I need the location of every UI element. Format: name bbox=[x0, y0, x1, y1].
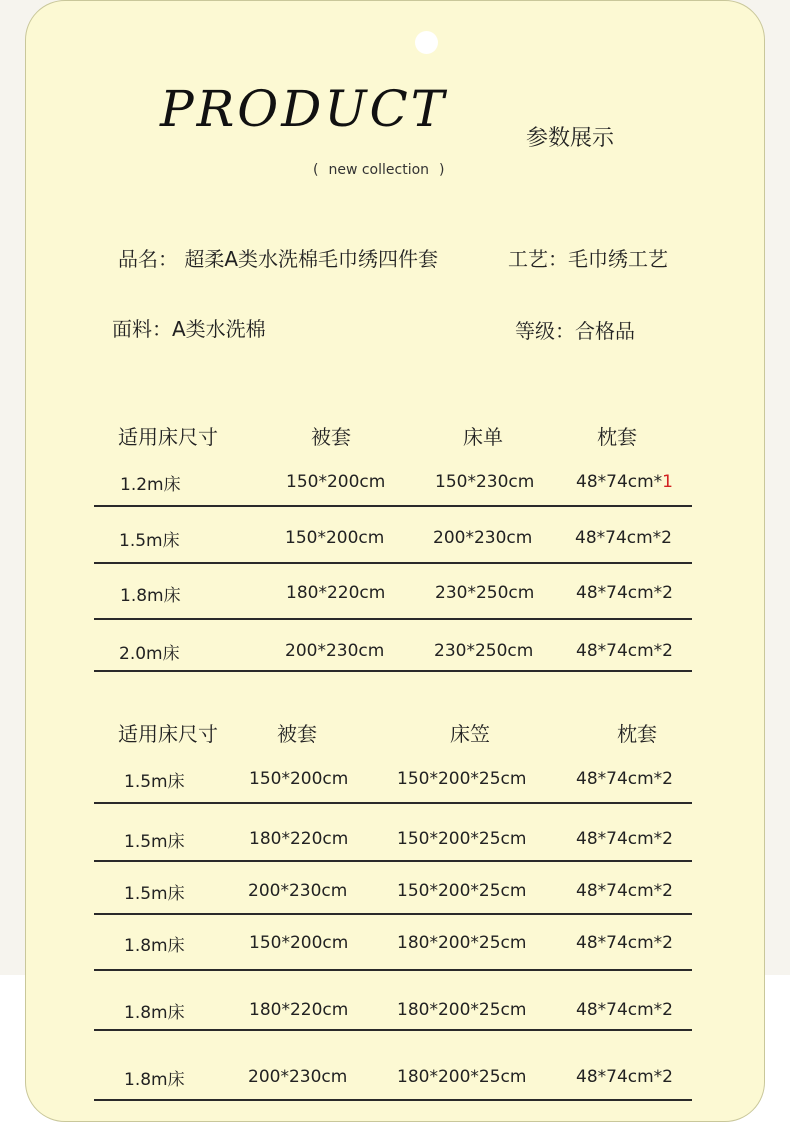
subtitle-open-paren: ( bbox=[313, 162, 319, 178]
subtitle-close-paren: ) bbox=[439, 162, 445, 178]
cell-pillowcase: 48*74cm*2 bbox=[576, 933, 673, 953]
pillowcase-count-highlight: 1 bbox=[662, 472, 673, 492]
section-heading: 参数展示 bbox=[526, 126, 615, 151]
cell-size: 1.8m床 bbox=[120, 586, 181, 606]
row-divider bbox=[94, 562, 692, 564]
cell-duvet: 200*230cm bbox=[285, 641, 385, 661]
cell-duvet: 200*230cm bbox=[248, 881, 348, 901]
cell-size: 1.2m床 bbox=[120, 475, 181, 495]
cell-pillowcase: 48*74cm*2 bbox=[576, 583, 673, 603]
cell-pillowcase: 48*74cm*2 bbox=[576, 829, 673, 849]
cell-fitted-sheet: 180*200*25cm bbox=[397, 1000, 527, 1020]
craft-info: 工艺：毛巾绣工艺 bbox=[508, 247, 668, 271]
table2-header-fitted-sheet: 床笠 bbox=[450, 722, 490, 746]
cell-duvet: 200*230cm bbox=[248, 1067, 348, 1087]
cell-size: 1.8m床 bbox=[124, 936, 185, 956]
cell-fitted-sheet: 180*200*25cm bbox=[397, 933, 527, 953]
cell-size: 1.5m床 bbox=[124, 772, 185, 792]
product-name: 品名： 超柔A类水洗棉毛巾绣四件套 bbox=[118, 247, 439, 271]
cell-size: 1.8m床 bbox=[124, 1070, 185, 1090]
row-divider bbox=[94, 1099, 692, 1101]
tag-hole bbox=[415, 31, 438, 54]
table2-header-pillowcase: 枕套 bbox=[617, 722, 657, 746]
subtitle bbox=[313, 162, 445, 178]
row-divider bbox=[94, 670, 692, 672]
row-divider bbox=[94, 969, 692, 971]
row-divider bbox=[94, 802, 692, 804]
cell-duvet: 180*220cm bbox=[286, 583, 386, 603]
cell-pillowcase: 48*74cm*2 bbox=[575, 528, 672, 548]
row-divider bbox=[94, 618, 692, 620]
cell-pillowcase: 48*74cm*2 bbox=[576, 1067, 673, 1087]
cell-duvet: 180*220cm bbox=[249, 1000, 349, 1020]
cell-size: 1.8m床 bbox=[124, 1003, 185, 1023]
cell-fitted-sheet: 180*200*25cm bbox=[397, 1067, 527, 1087]
cell-sheet: 200*230cm bbox=[433, 528, 533, 548]
fabric-info: 面料：A类水洗棉 bbox=[112, 317, 266, 341]
row-divider bbox=[94, 860, 692, 862]
cell-pillowcase: 48*74cm*2 bbox=[576, 1000, 673, 1020]
cell-pillowcase: 48*74cm*2 bbox=[576, 769, 673, 789]
row-divider bbox=[94, 913, 692, 915]
table2-header-duvet: 被套 bbox=[277, 722, 317, 746]
table2-header-size: 适用床尺寸 bbox=[118, 722, 218, 746]
cell-pillowcase: 48*74cm*2 bbox=[576, 881, 673, 901]
cell-fitted-sheet: 150*200*25cm bbox=[397, 881, 527, 901]
cell-duvet: 180*220cm bbox=[249, 829, 349, 849]
cell-duvet: 150*200cm bbox=[249, 769, 349, 789]
cell-duvet: 150*200cm bbox=[286, 472, 386, 492]
table1-header-sheet: 床单 bbox=[463, 425, 503, 449]
cell-duvet: 150*200cm bbox=[285, 528, 385, 548]
cell-sheet: 150*230cm bbox=[435, 472, 535, 492]
table1-header-pillowcase: 枕套 bbox=[597, 425, 637, 449]
cell-fitted-sheet: 150*200*25cm bbox=[397, 769, 527, 789]
grade-info: 等级：合格品 bbox=[515, 319, 635, 343]
cell-size: 1.5m床 bbox=[119, 531, 180, 551]
cell-sheet: 230*250cm bbox=[434, 641, 534, 661]
cell-pillowcase: 48*74cm*1 bbox=[576, 472, 673, 492]
row-divider bbox=[94, 505, 692, 507]
cell-size: 1.5m床 bbox=[124, 832, 185, 852]
page-title: PRODUCT bbox=[160, 80, 448, 138]
cell-sheet: 230*250cm bbox=[435, 583, 535, 603]
table1-header-duvet: 被套 bbox=[311, 425, 351, 449]
cell-fitted-sheet: 150*200*25cm bbox=[397, 829, 527, 849]
cell-size: 1.5m床 bbox=[124, 884, 185, 904]
cell-duvet: 150*200cm bbox=[249, 933, 349, 953]
subtitle-text: new collection bbox=[328, 162, 430, 178]
cell-size: 2.0m床 bbox=[119, 644, 180, 664]
table1-header-size: 适用床尺寸 bbox=[118, 425, 218, 449]
cell-pillowcase: 48*74cm*2 bbox=[576, 641, 673, 661]
row-divider bbox=[94, 1029, 692, 1031]
